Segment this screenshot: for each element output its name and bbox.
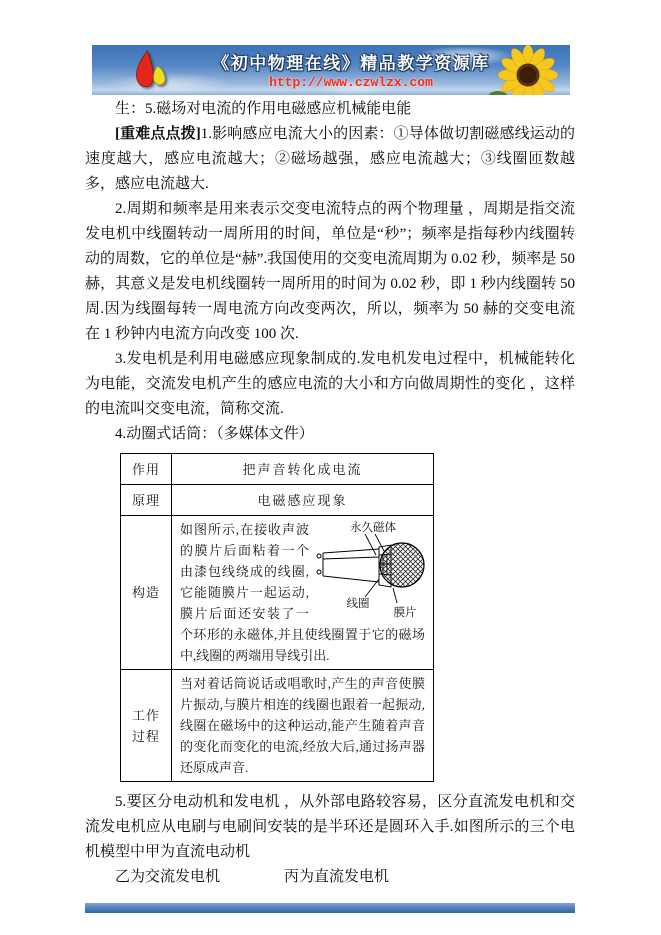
paragraph-motor-labels bbox=[85, 865, 575, 890]
figure-label-magnet: 永久磁体 bbox=[350, 522, 396, 534]
figure-label-coil: 线圈 bbox=[346, 598, 370, 610]
key-points-tag: [重难点点拨] bbox=[115, 126, 201, 142]
table-row-structure bbox=[121, 516, 434, 670]
paragraph-period-frequency: 2.周期和频率是用来表示交变电流特点的两个物理量 ，周期是指交流发电机中线圈转动一周所用的时间，单位是“秒”；频率是指每秒内线圈转动的周数，它的单位是“赫”.我国使用的交变电流周期为 0.02 秒，频率是 50 赫，其意义是发电机线圈转一周所用的时间为 0.02 秒，即 1 秒内线圈转 50 周.因为线圈每转一周电流方向改变两次，所以，频率为 50 赫的交变电流在 1 秒钟内电流方向改变 100 次. bbox=[85, 201, 575, 342]
footer-banner-strip bbox=[85, 903, 575, 913]
wire-terminal-top bbox=[317, 554, 321, 558]
microphone-table bbox=[120, 453, 434, 782]
paragraph-intro: 生：5.磁场对电流的作用电磁感应机械能电能 bbox=[115, 101, 412, 117]
sunflower-icon bbox=[486, 45, 568, 95]
row-content-function: 把声音转化成电流 bbox=[172, 454, 434, 485]
label-model-b: 乙为交流发电机 bbox=[115, 869, 221, 885]
table-row-principle bbox=[121, 485, 434, 516]
banner-text-block bbox=[196, 49, 506, 90]
mic-handle bbox=[323, 549, 379, 582]
paragraph-microphone-heading: 4.动圈式话筒：（多媒体文件） bbox=[115, 426, 314, 442]
row-label-principle: 原理 bbox=[121, 485, 172, 516]
structure-text: 如图所示,在接收声波的膜片后面粘着一个由漆包线绕成的线圈,它能随膜片一起运动,膜片后面还安装了一个环形的永磁体,并且使线圈置于它的磁场中,线圈的两端用导线引出. bbox=[180, 522, 425, 663]
table-row-working-process bbox=[121, 670, 434, 782]
banner-url: http://www.czwlzx.com bbox=[269, 75, 433, 90]
row-label-structure: 构造 bbox=[121, 516, 172, 670]
wire-terminal-bottom bbox=[317, 570, 321, 574]
key-points-text: 1.影响感应电流大小的因素：①导体做切割磁感线运动的速度越大，感应电流越大；②磁场越强，感应电流越大；③线圈匝数越多，感应电流越大. bbox=[85, 126, 575, 192]
banner-title: 《初中物理在线》精品教学资源库 bbox=[212, 54, 490, 73]
paragraph-motor-distinction: 5.要区分电动机和发电机 ，从外部电路较容易，区分直流发电机和交流发电机应从电刷与电刷间安装的是半环还是圆环入手.如图所示的三个电机模型中甲为直流电动机 bbox=[85, 794, 575, 860]
table-row-function bbox=[121, 454, 434, 485]
row-label-function: 作用 bbox=[121, 454, 172, 485]
mic-head bbox=[380, 543, 424, 587]
microphone-figure bbox=[313, 519, 425, 619]
row-label-working-process: 工作过程 bbox=[121, 670, 172, 782]
row-content-working-process: 当对着话筒说话或唱歌时,产生的声音使膜片振动,与膜片相连的线圈也跟着一起振动,线圈在磁场中的这种运动,能产生随着声音的变化而变化的电流,经放大后,通过扬声器还原成声音. bbox=[172, 670, 434, 782]
row-content-principle: 电磁感应现象 bbox=[172, 485, 434, 516]
paragraph-generator: 3.发电机是利用电磁感应现象制成的.发电机发电过程中，机械能转化为电能，交流发电机产生的感应电流的大小和方向做周期性的变化 ，这样的电流叫交变电流，简称交流. bbox=[85, 351, 575, 417]
label-model-c: 丙为直流发电机 bbox=[284, 869, 390, 885]
magnet-pointer-lines bbox=[365, 534, 384, 555]
diaphragm-pointer-line bbox=[393, 588, 397, 603]
figure-label-diaphragm: 膜片 bbox=[393, 607, 417, 619]
header-banner bbox=[92, 45, 570, 95]
site-logo-icon bbox=[128, 48, 174, 92]
paragraph-key-points bbox=[85, 122, 575, 197]
document-body bbox=[85, 97, 575, 890]
row-content-structure bbox=[172, 516, 434, 670]
